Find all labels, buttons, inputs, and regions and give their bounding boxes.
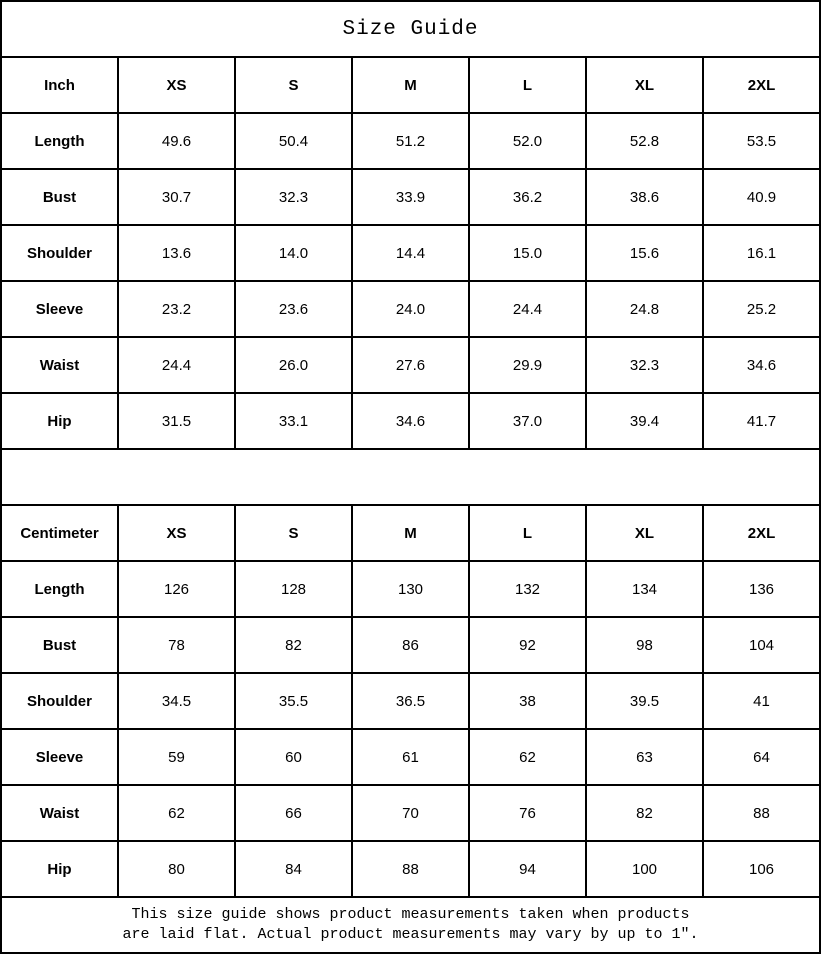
cell-value: 51.2 — [353, 114, 470, 168]
row-label: Sleeve — [2, 282, 119, 336]
cell-value: 126 — [119, 562, 236, 616]
cell-value: 78 — [119, 618, 236, 672]
row-label: Shoulder — [2, 674, 119, 728]
row-label: Hip — [2, 394, 119, 448]
cell-value: 38.6 — [587, 170, 704, 224]
inch-size-header-l: L — [470, 58, 587, 112]
cell-value: 130 — [353, 562, 470, 616]
cell-value: 61 — [353, 730, 470, 784]
inch-size-header-xl: XL — [587, 58, 704, 112]
row-label: Shoulder — [2, 226, 119, 280]
inch-header-row — [2, 58, 819, 114]
cell-value: 62 — [470, 730, 587, 784]
cell-value: 62 — [119, 786, 236, 840]
cell-value: 31.5 — [119, 394, 236, 448]
cell-value: 14.0 — [236, 226, 353, 280]
page-title: Size Guide — [342, 17, 479, 41]
cm-row-length — [2, 562, 819, 618]
cell-value: 39.5 — [587, 674, 704, 728]
cell-value: 82 — [236, 618, 353, 672]
cell-value: 64 — [753, 748, 770, 766]
cell-value: 24.4 — [470, 282, 587, 336]
inch-row-length — [2, 114, 819, 170]
cm-row-hip — [2, 842, 819, 898]
cell-value: 70 — [353, 786, 470, 840]
inch-size-header-s: S — [236, 58, 353, 112]
cell-value: 128 — [236, 562, 353, 616]
cell-value: 38 — [470, 674, 587, 728]
cell-value: 104 — [748, 636, 775, 654]
cell-value: 106 — [748, 860, 775, 878]
cell-value: 25.2 — [746, 300, 777, 318]
inch-size-header-2xl: 2XL — [747, 76, 776, 94]
cell-value: 14.4 — [353, 226, 470, 280]
cell-value: 50.4 — [236, 114, 353, 168]
cm-row-bust — [2, 618, 819, 674]
cell-value: 23.6 — [236, 282, 353, 336]
footer-note — [2, 898, 819, 952]
inch-row-sleeve — [2, 282, 819, 338]
cell-value: 37.0 — [470, 394, 587, 448]
cm-size-header-2xl: 2XL — [747, 524, 776, 542]
footer-note-line2: are laid flat. Actual product measurements may vary by up to 1″. — [122, 926, 699, 943]
cell-value: 24.0 — [353, 282, 470, 336]
cell-value: 32.3 — [236, 170, 353, 224]
cm-unit-header: Centimeter — [2, 506, 119, 560]
cm-row-waist — [2, 786, 819, 842]
table-spacer-row — [2, 450, 819, 506]
cell-value: 98 — [587, 618, 704, 672]
cell-value: 26.0 — [236, 338, 353, 392]
cell-value: 15.6 — [587, 226, 704, 280]
cell-value: 32.3 — [587, 338, 704, 392]
cell-value: 76 — [470, 786, 587, 840]
cm-header-row — [2, 506, 819, 562]
cell-value: 30.7 — [119, 170, 236, 224]
cell-value: 23.2 — [119, 282, 236, 336]
footer-note-line1: This size guide shows product measurements taken when products — [131, 906, 690, 923]
cell-value: 52.0 — [470, 114, 587, 168]
inch-size-header-m: M — [353, 58, 470, 112]
inch-row-waist — [2, 338, 819, 394]
row-label: Waist — [2, 338, 119, 392]
cell-value: 13.6 — [119, 226, 236, 280]
cm-row-sleeve — [2, 730, 819, 786]
cell-value: 27.6 — [353, 338, 470, 392]
cell-value: 41 — [753, 692, 770, 710]
cell-value: 39.4 — [587, 394, 704, 448]
cell-value: 66 — [236, 786, 353, 840]
cm-size-header-xl: XL — [587, 506, 704, 560]
row-label: Bust — [2, 618, 119, 672]
cell-value: 88 — [353, 842, 470, 896]
cell-value: 34.5 — [119, 674, 236, 728]
cell-value: 29.9 — [470, 338, 587, 392]
cell-value: 52.8 — [587, 114, 704, 168]
cell-value: 84 — [236, 842, 353, 896]
cell-value: 34.6 — [353, 394, 470, 448]
cell-value: 33.9 — [353, 170, 470, 224]
cell-value: 63 — [587, 730, 704, 784]
cell-value: 94 — [470, 842, 587, 896]
cell-value: 53.5 — [746, 132, 777, 150]
cell-value: 41.7 — [746, 412, 777, 430]
cm-size-header-l: L — [470, 506, 587, 560]
cm-row-shoulder — [2, 674, 819, 730]
cell-value: 24.8 — [587, 282, 704, 336]
inch-unit-header: Inch — [2, 58, 119, 112]
cell-value: 40.9 — [746, 188, 777, 206]
cell-value: 34.6 — [746, 356, 777, 374]
cell-value: 80 — [119, 842, 236, 896]
cell-value: 16.1 — [746, 244, 777, 262]
cell-value: 86 — [353, 618, 470, 672]
cell-value: 33.1 — [236, 394, 353, 448]
cell-value: 35.5 — [236, 674, 353, 728]
cell-value: 36.5 — [353, 674, 470, 728]
title-row — [2, 2, 819, 58]
row-label: Bust — [2, 170, 119, 224]
cell-value: 134 — [587, 562, 704, 616]
cell-value: 60 — [236, 730, 353, 784]
cell-value: 49.6 — [119, 114, 236, 168]
cell-value: 15.0 — [470, 226, 587, 280]
cell-value: 36.2 — [470, 170, 587, 224]
row-label: Waist — [2, 786, 119, 840]
cm-size-header-m: M — [353, 506, 470, 560]
inch-row-shoulder — [2, 226, 819, 282]
row-label: Hip — [2, 842, 119, 896]
cm-size-header-xs: XS — [119, 506, 236, 560]
inch-row-bust — [2, 170, 819, 226]
inch-size-header-xs: XS — [119, 58, 236, 112]
cell-value: 82 — [587, 786, 704, 840]
cell-value: 88 — [753, 804, 770, 822]
row-label: Length — [2, 562, 119, 616]
cell-value: 132 — [470, 562, 587, 616]
cm-size-header-s: S — [236, 506, 353, 560]
row-label: Length — [2, 114, 119, 168]
cell-value: 100 — [587, 842, 704, 896]
cell-value: 92 — [470, 618, 587, 672]
inch-row-hip — [2, 394, 819, 450]
cell-value: 136 — [748, 580, 775, 598]
row-label: Sleeve — [2, 730, 119, 784]
cell-value: 59 — [119, 730, 236, 784]
cell-value: 24.4 — [119, 338, 236, 392]
